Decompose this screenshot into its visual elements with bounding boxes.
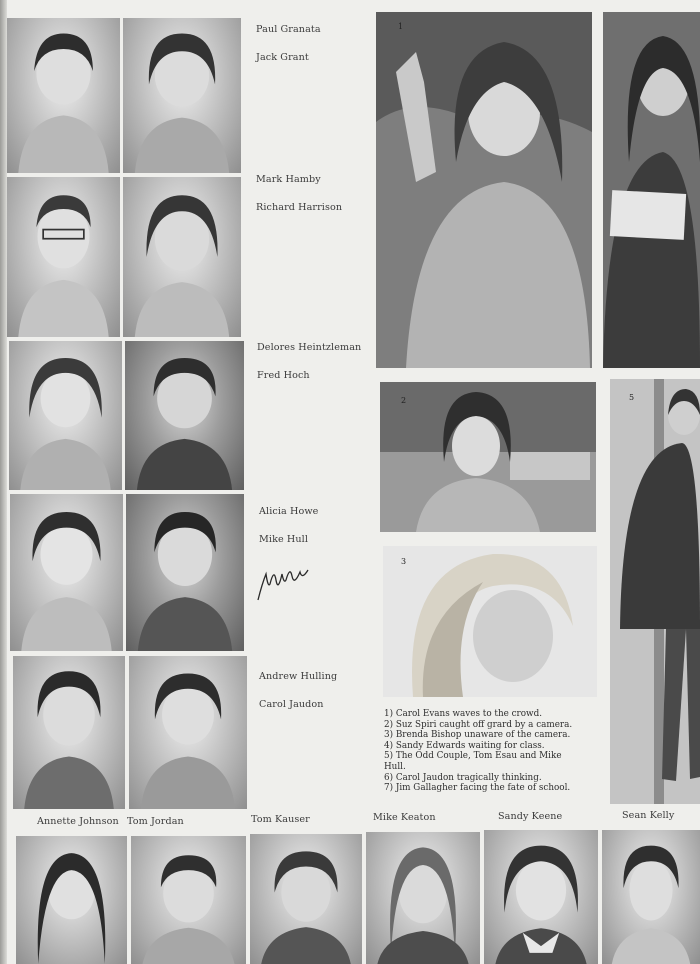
portrait-figure	[250, 834, 362, 964]
candid-photo-1-number: 1	[398, 22, 404, 31]
portrait-name: Andrew Hulling	[259, 671, 338, 682]
portrait-photo-andrew-hulling	[13, 656, 125, 809]
photo-captions	[384, 709, 604, 794]
portrait-figure	[125, 341, 244, 490]
bottom-row-name: Annette Johnson	[37, 816, 119, 827]
portrait-figure	[16, 836, 127, 964]
caption-line: 3) Brenda Bishop unaware of the camera.	[384, 730, 571, 741]
candid-photo-1-figure	[376, 12, 592, 368]
portrait-name: Alicia Howe	[259, 506, 319, 517]
candid-photo-2-number: 2	[401, 396, 407, 405]
caption-line: 2) Suz Spiri caught off grard by a camera.	[384, 719, 573, 730]
portrait-name: Mike Hull	[259, 534, 309, 545]
portrait-figure	[123, 18, 241, 173]
portrait-photo-paul-granata	[7, 18, 120, 173]
bottom-row-name: Tom Jordan	[127, 816, 184, 827]
portrait-photo-jack-grant	[123, 18, 241, 173]
portrait-figure	[7, 177, 120, 337]
portrait-name: Richard Harrison	[256, 202, 343, 213]
portrait-name: Mark Hamby	[256, 174, 321, 185]
portrait-photo-alicia-howe	[10, 494, 123, 651]
candid-photo-4	[603, 12, 700, 368]
portrait-figure	[129, 656, 247, 809]
candid-photo-5	[610, 379, 700, 804]
portrait-figure	[602, 830, 700, 964]
portrait-photo-tom-jordan	[131, 836, 246, 964]
caption-line: 1) Carol Evans waves to the crowd.	[384, 709, 543, 719]
portrait-figure	[131, 836, 246, 964]
candid-photo-2-figure	[380, 382, 596, 532]
portrait-name: Paul Granata	[256, 24, 321, 35]
portrait-figure	[13, 656, 125, 809]
portrait-figure	[10, 494, 123, 651]
candid-photo-4-figure	[603, 12, 700, 368]
caption-line: 4) Sandy Edwards waiting for class.	[384, 740, 545, 751]
portrait-photo-richard-harrison	[123, 177, 241, 337]
portrait-photo-sean-kelly	[602, 830, 700, 964]
portrait-photo-tom-kauser	[250, 834, 362, 964]
portrait-name: Delores Heintzleman	[257, 342, 362, 353]
caption-line: 7) Jim Gallagher facing the fate of school.	[384, 783, 571, 794]
portrait-photo-carol-jaudon	[129, 656, 247, 809]
candid-photo-3-figure	[383, 546, 597, 697]
page-binding-gutter	[0, 0, 7, 964]
signature-scribble	[254, 554, 314, 604]
portrait-photo-mike-keaton	[366, 832, 480, 964]
candid-photo-3-number: 3	[401, 557, 407, 566]
portrait-figure	[123, 177, 241, 337]
portrait-photo-annette-johnson	[16, 836, 127, 964]
portrait-photo-mike-hull	[126, 494, 244, 651]
candid-photo-5-figure	[610, 379, 700, 804]
candid-photo-5-number: 5	[629, 393, 635, 402]
caption-line: 5) The Odd Couple, Tom Esau and Mike	[384, 751, 562, 762]
candid-photo-1	[376, 12, 592, 368]
bottom-row-name: Mike Keaton	[373, 812, 436, 823]
portrait-figure	[126, 494, 244, 651]
portrait-name: Carol Jaudon	[259, 699, 324, 710]
portrait-figure	[9, 341, 122, 490]
portrait-figure	[7, 18, 120, 173]
bottom-row-name: Sean Kelly	[622, 810, 675, 821]
candid-photo-3	[383, 546, 597, 697]
portrait-photo-delores-heintzleman	[9, 341, 122, 490]
portrait-photo-sandy-keene	[484, 830, 598, 964]
bottom-row-name: Tom Kauser	[251, 814, 310, 825]
portrait-photo-fred-hoch	[125, 341, 244, 490]
portrait-name: Jack Grant	[256, 52, 309, 63]
bottom-row-name: Sandy Keene	[498, 811, 563, 822]
portrait-photo-mark-hamby	[7, 177, 120, 337]
candid-photo-2	[380, 382, 596, 532]
portrait-name: Fred Hoch	[257, 370, 310, 381]
portrait-figure	[484, 830, 598, 964]
caption-line: Hull.	[384, 761, 406, 772]
portrait-figure	[366, 832, 480, 964]
caption-line: 6) Carol Jaudon tragically thinking.	[384, 772, 542, 783]
handwritten-signature-mike	[254, 554, 314, 604]
